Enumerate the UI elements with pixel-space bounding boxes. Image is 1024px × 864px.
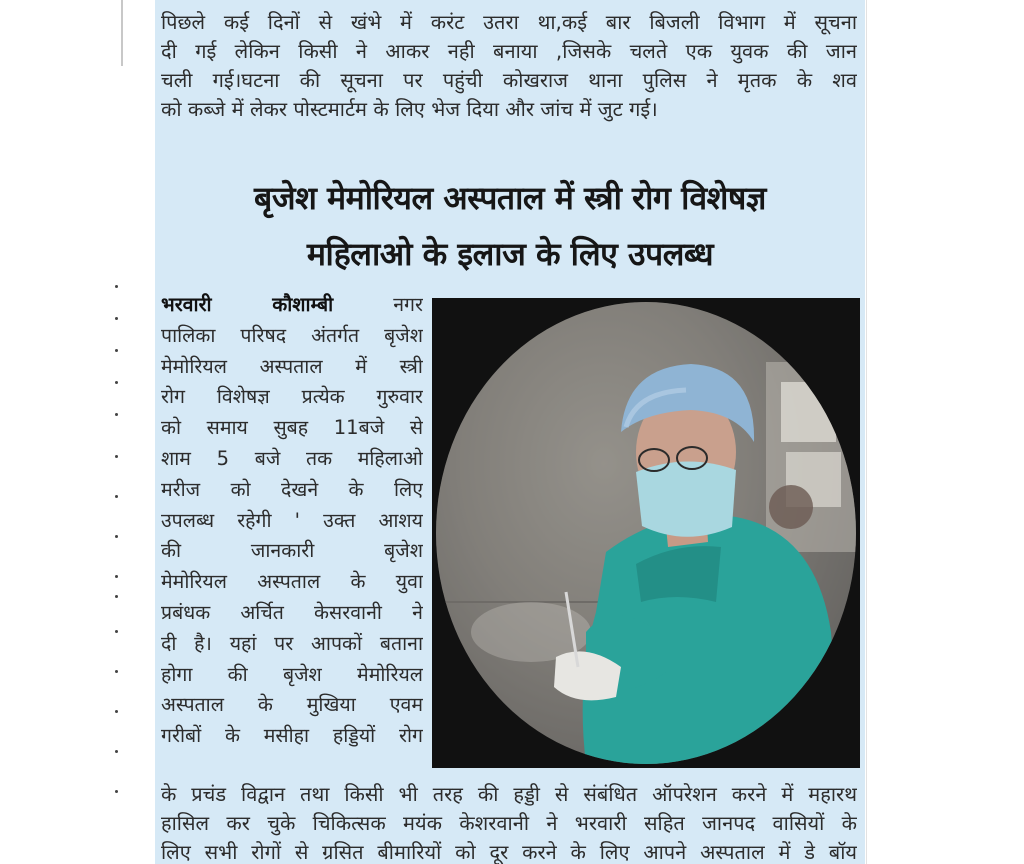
bottom-line: के प्रचंड विद्वान तथा किसी भी तरह की हड्डी से संबंधित ऑपरेशन करने में महारथ xyxy=(161,782,857,806)
article-column xyxy=(161,290,423,752)
column-line: मरीज को देखने के लिए xyxy=(161,477,423,501)
column-line: पालिका परिषद अंतर्गत बृजेश xyxy=(161,323,423,347)
bottom-paragraph xyxy=(161,780,857,864)
lead-line: दी गई लेकिन किसी ने आकर नही बनाया ,जिसके चलते एक युवक की जान xyxy=(161,39,857,63)
column-line: को समाय सुबह 11बजे से xyxy=(161,416,423,440)
column-line: मेमोरियल अस्पताल के युवा xyxy=(161,570,423,594)
lead-line: को कब्जे में लेकर पोस्टमार्टम के लिए भेज दिया और जांच में जुट गई। xyxy=(161,97,658,121)
column-line: उपलब्ध रहेगी ' उक्त आशय xyxy=(161,508,423,532)
lead-line: चली गई।घटना की सूचना पर पहुंची कोखराज थाना पुलिस ने मृतक के शव xyxy=(161,68,857,92)
dateline: भरवारी कौशाम्बी xyxy=(161,293,334,316)
headline-line-2: महिलाओ के इलाज के लिए उपलब्ध xyxy=(306,235,714,273)
lead-line: पिछले कई दिनों से खंभे में करंट उतरा था,कई बार बिजली विभाग में सूचना xyxy=(161,10,857,34)
column-line-text: नगर xyxy=(393,293,423,316)
bottom-line: हासिल कर चुके चिकित्सक मयंक केशरवानी ने भरवारी सहित जानपद वासियों के xyxy=(161,811,857,835)
column-line: की जानकारी बृजेश xyxy=(161,539,423,563)
surgeon-illustration xyxy=(436,302,856,764)
margin-dots xyxy=(115,285,131,805)
bottom-line: लिए सभी रोगों से ग्रसित बीमारियों को दूर करने के लिए आपने अस्पताल में डे बॉय xyxy=(161,840,857,864)
article-headline xyxy=(155,170,865,282)
column-line: मेमोरियल अस्पताल में स्त्री xyxy=(161,354,423,378)
column-line xyxy=(161,290,423,321)
column-line: अस्पताल के मुखिया एवम xyxy=(161,693,423,717)
photo-frame xyxy=(432,298,860,768)
column-line: होगा की बृजेश मेमोरियल xyxy=(161,662,423,686)
column-line: रोग विशेषज्ञ प्रत्येक गुरुवार xyxy=(161,385,423,409)
surgeon-photo xyxy=(436,302,856,764)
column-line: दी है। यहां पर आपकों बताना xyxy=(161,631,423,655)
column-line: शाम 5 बजे तक महिलाओ xyxy=(161,446,423,470)
newspaper-clipping xyxy=(155,0,865,864)
column-line: प्रबंधक अर्चित केसरवानी ने xyxy=(161,600,423,624)
page-margin-rule xyxy=(121,0,123,66)
headline-line-1: बृजेश मेमोरियल अस्पताल में स्त्री रोग विशेषज्ञ xyxy=(254,179,766,217)
lead-paragraph xyxy=(161,8,857,124)
page-edge xyxy=(866,0,867,864)
column-line: गरीबों के मसीहा हड्डियों रोग xyxy=(161,724,423,748)
